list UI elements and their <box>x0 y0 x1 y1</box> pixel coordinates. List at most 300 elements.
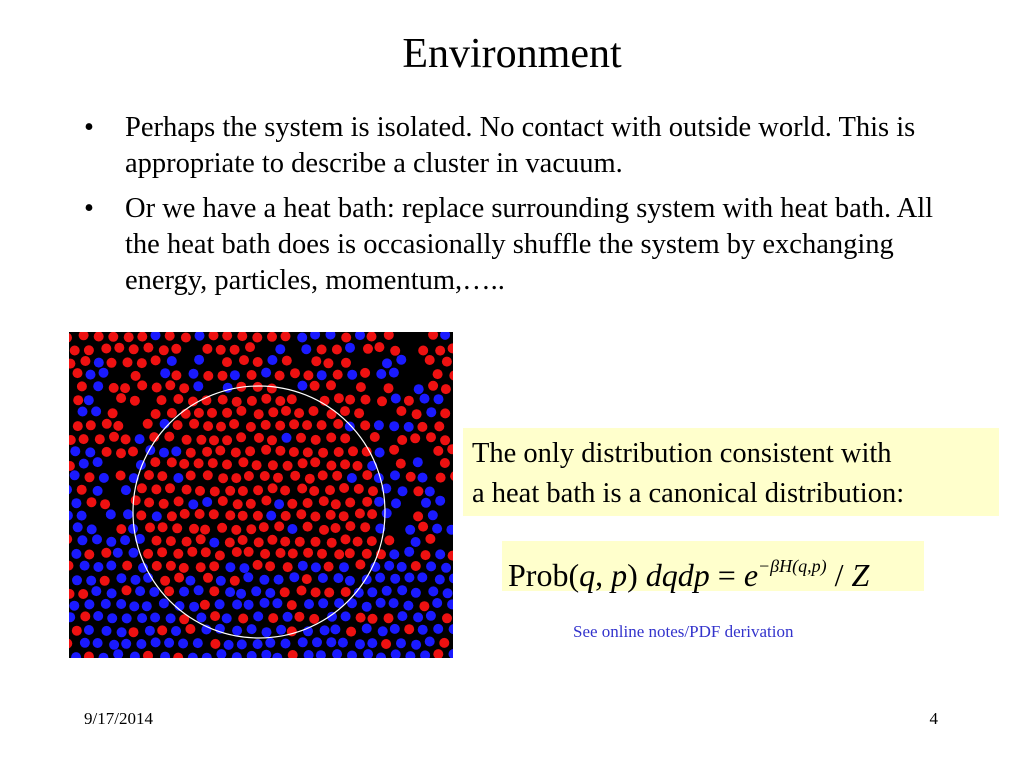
red-particle <box>441 384 451 394</box>
blue-particle <box>418 625 428 635</box>
red-particle <box>100 499 110 509</box>
blue-particle <box>272 598 282 608</box>
blue-particle <box>237 639 247 649</box>
blue-particle <box>222 613 232 623</box>
blue-particle <box>435 496 445 506</box>
blue-particle <box>253 611 263 621</box>
red-particle <box>303 498 313 508</box>
red-particle <box>79 434 89 444</box>
blue-particle <box>247 651 257 658</box>
blue-particle <box>311 562 321 572</box>
blue-particle <box>413 457 423 467</box>
red-particle <box>196 534 206 544</box>
blue-particle <box>375 573 385 583</box>
particle-canvas <box>69 332 453 658</box>
red-particle <box>296 433 306 443</box>
blue-particle <box>71 549 81 559</box>
red-particle <box>397 435 407 445</box>
red-particle <box>268 613 278 623</box>
red-particle <box>442 357 452 367</box>
blue-particle <box>123 509 133 519</box>
red-particle <box>145 523 155 533</box>
red-particle <box>254 537 264 547</box>
red-particle <box>281 511 291 521</box>
red-particle <box>417 422 427 432</box>
blue-particle <box>389 598 399 608</box>
red-particle <box>129 344 139 354</box>
blue-particle <box>189 369 199 379</box>
blue-particle <box>136 639 146 649</box>
red-particle <box>246 422 256 432</box>
red-particle <box>274 521 284 531</box>
blue-particle <box>425 637 435 647</box>
red-particle <box>419 601 429 611</box>
blue-particle <box>71 498 81 508</box>
red-particle <box>281 332 291 341</box>
red-particle <box>210 611 220 621</box>
blue-particle <box>312 637 322 647</box>
red-particle <box>354 408 364 418</box>
blue-particle <box>397 585 407 595</box>
red-particle <box>209 435 219 445</box>
blue-particle <box>391 394 401 404</box>
red-particle <box>210 487 220 497</box>
blue-particle <box>80 638 90 648</box>
blue-particle <box>283 612 293 622</box>
red-particle <box>167 408 177 418</box>
blue-particle <box>93 457 103 467</box>
blue-particle <box>230 370 240 380</box>
red-particle <box>303 522 313 532</box>
red-particle <box>297 484 307 494</box>
blue-particle <box>417 572 427 582</box>
bullet-marker: • <box>84 193 94 224</box>
blue-particle <box>347 651 357 659</box>
red-particle <box>69 534 72 544</box>
red-particle <box>334 549 344 559</box>
red-particle <box>218 496 228 506</box>
red-particle <box>247 396 257 406</box>
red-particle <box>253 485 263 495</box>
blue-particle <box>317 370 327 380</box>
blue-particle <box>178 639 188 649</box>
red-particle <box>384 535 394 545</box>
blue-particle <box>77 511 87 521</box>
red-particle <box>260 471 270 481</box>
blue-particle <box>339 562 349 572</box>
formula-close: ) <box>627 557 646 593</box>
red-particle <box>267 535 277 545</box>
red-particle <box>143 343 153 353</box>
red-particle <box>439 638 449 648</box>
red-particle <box>232 547 242 557</box>
red-particle <box>202 447 212 457</box>
red-particle <box>137 380 147 390</box>
red-particle <box>341 534 351 544</box>
red-particle <box>69 639 72 649</box>
red-particle <box>171 370 181 380</box>
blue-particle <box>129 601 139 611</box>
blue-particle <box>93 638 103 648</box>
blue-particle <box>396 355 406 365</box>
blue-particle <box>425 487 435 497</box>
blue-particle <box>382 586 392 596</box>
blue-particle <box>411 640 421 650</box>
red-particle <box>87 497 97 507</box>
red-particle <box>326 380 336 390</box>
bullet-marker: • <box>84 112 94 143</box>
blue-particle <box>194 355 204 365</box>
blue-particle <box>131 575 141 585</box>
red-particle <box>173 420 183 430</box>
blue-particle <box>202 497 212 507</box>
red-particle <box>167 511 177 521</box>
formula-exponent: −βH(q,p) <box>758 556 827 576</box>
red-particle <box>166 561 176 571</box>
blue-particle <box>367 587 377 597</box>
blue-particle <box>272 653 282 658</box>
blue-particle <box>411 588 421 598</box>
red-particle <box>253 511 263 521</box>
blue-particle <box>69 601 79 611</box>
blue-particle <box>232 626 242 636</box>
red-particle <box>362 549 372 559</box>
red-particle <box>159 345 169 355</box>
red-particle <box>70 346 80 356</box>
blue-particle <box>376 653 386 659</box>
blue-particle <box>326 332 336 340</box>
red-particle <box>282 356 292 366</box>
red-particle <box>102 419 112 429</box>
blue-particle <box>122 613 132 623</box>
red-particle <box>449 371 453 381</box>
red-particle <box>261 496 271 506</box>
red-particle <box>412 409 422 419</box>
blue-particle <box>244 600 254 610</box>
red-particle <box>77 485 87 495</box>
blue-particle <box>121 485 131 495</box>
red-particle <box>185 624 195 634</box>
blue-particle <box>355 332 365 340</box>
red-particle <box>122 561 132 571</box>
bullet-list <box>84 110 964 308</box>
red-particle <box>78 589 88 599</box>
formula-dqdp: dqdp <box>645 557 710 593</box>
red-particle <box>396 406 406 416</box>
red-particle <box>194 458 204 468</box>
red-particle <box>152 561 162 571</box>
red-particle <box>268 460 278 470</box>
red-particle <box>261 394 271 404</box>
red-particle <box>254 409 264 419</box>
blue-particle <box>224 640 234 650</box>
red-particle <box>317 345 327 355</box>
red-particle <box>159 499 169 509</box>
blue-particle <box>202 653 212 658</box>
footer-date: 9/17/2014 <box>84 709 153 728</box>
red-particle <box>245 342 255 352</box>
red-particle <box>433 446 443 456</box>
red-particle <box>69 561 74 571</box>
red-particle <box>311 435 321 445</box>
red-particle <box>303 447 313 457</box>
blue-particle <box>151 637 161 647</box>
red-particle <box>189 419 199 429</box>
red-particle <box>144 498 154 508</box>
blue-particle <box>397 562 407 572</box>
blue-particle <box>298 637 308 647</box>
blue-particle <box>421 498 431 508</box>
red-particle <box>310 457 320 467</box>
red-particle <box>108 408 118 418</box>
blue-particle <box>225 562 235 572</box>
blue-particle <box>195 332 205 341</box>
red-particle <box>225 510 235 520</box>
red-particle <box>434 421 444 431</box>
red-particle <box>179 459 189 469</box>
red-particle <box>389 445 399 455</box>
red-particle <box>448 343 453 353</box>
blue-particle <box>428 510 438 520</box>
blue-particle <box>274 499 284 509</box>
blue-particle <box>259 575 269 585</box>
blue-particle <box>338 638 348 648</box>
red-particle <box>339 511 349 521</box>
red-particle <box>333 370 343 380</box>
blue-particle <box>404 573 414 583</box>
blue-particle <box>113 649 123 658</box>
blue-particle <box>93 611 103 621</box>
red-particle <box>182 435 192 445</box>
blue-particle <box>236 589 246 599</box>
red-particle <box>102 447 112 457</box>
red-particle <box>222 408 232 418</box>
blue-particle <box>93 381 103 391</box>
blue-particle <box>164 638 174 648</box>
blue-particle <box>196 613 206 623</box>
red-particle <box>144 470 154 480</box>
red-particle <box>280 537 290 547</box>
red-particle <box>203 421 213 431</box>
red-particle <box>428 332 438 340</box>
red-particle <box>130 396 140 406</box>
red-particle <box>143 549 153 559</box>
red-particle <box>370 432 380 442</box>
red-particle <box>116 448 126 458</box>
blue-particle <box>403 601 413 611</box>
blue-particle <box>102 626 112 636</box>
blue-particle <box>274 575 284 585</box>
blue-particle <box>420 394 430 404</box>
red-particle <box>84 345 94 355</box>
red-particle <box>287 394 297 404</box>
red-particle <box>238 457 248 467</box>
red-particle <box>367 332 377 342</box>
red-particle <box>207 408 217 418</box>
red-particle <box>377 396 387 406</box>
red-particle <box>309 614 319 624</box>
red-particle <box>324 588 334 598</box>
blue-particle <box>297 333 307 343</box>
red-particle <box>252 333 262 343</box>
red-particle <box>436 473 446 483</box>
red-particle <box>231 525 241 535</box>
red-particle <box>356 382 366 392</box>
red-particle <box>327 538 337 548</box>
blue-particle <box>426 611 436 621</box>
blue-particle <box>374 420 384 430</box>
red-particle <box>355 560 365 570</box>
formula-q: q <box>579 557 596 593</box>
blue-particle <box>142 601 152 611</box>
red-particle <box>79 332 89 340</box>
red-particle <box>348 446 358 456</box>
blue-particle <box>446 525 453 535</box>
blue-particle <box>316 650 326 658</box>
blue-particle <box>85 447 95 457</box>
red-particle <box>281 406 291 416</box>
blue-particle <box>117 627 127 637</box>
blue-particle <box>262 627 272 637</box>
blue-particle <box>362 602 372 612</box>
red-particle <box>340 433 350 443</box>
blue-particle <box>121 639 131 649</box>
bullet-text: Or we have a heat bath: replace surrounding system with heat bath. All the heat bath does is occasionally shuffle the system by exchanging energy, particles, momentum,….. <box>125 193 934 296</box>
blue-particle <box>171 626 181 636</box>
blue-particle <box>276 625 286 635</box>
red-particle <box>447 444 453 454</box>
blue-particle <box>347 598 357 608</box>
red-particle <box>426 432 436 442</box>
red-particle <box>151 355 161 365</box>
blue-particle <box>345 576 355 586</box>
blue-particle <box>440 332 450 340</box>
red-particle <box>273 473 283 483</box>
blue-particle <box>107 588 117 598</box>
red-particle <box>160 576 170 586</box>
blue-particle <box>70 470 80 480</box>
red-particle <box>406 472 416 482</box>
red-particle <box>303 370 313 380</box>
red-particle <box>428 381 438 391</box>
red-particle <box>109 432 119 442</box>
red-particle <box>254 433 264 443</box>
red-particle <box>341 333 351 343</box>
red-particle <box>194 408 204 418</box>
formula-Z: Z <box>851 557 870 593</box>
red-particle <box>341 587 351 597</box>
red-particle <box>332 471 342 481</box>
red-particle <box>294 408 304 418</box>
red-particle <box>230 576 240 586</box>
red-particle <box>318 470 328 480</box>
red-particle <box>448 551 453 561</box>
red-particle <box>222 460 232 470</box>
blue-particle <box>216 649 226 658</box>
blue-particle <box>73 522 83 532</box>
blue-particle <box>374 497 384 507</box>
red-particle <box>345 498 355 508</box>
blue-particle <box>376 598 386 608</box>
blue-particle <box>86 576 96 586</box>
blue-particle <box>232 652 242 658</box>
blue-particle <box>449 624 453 634</box>
red-particle <box>173 394 183 404</box>
red-particle <box>131 495 141 505</box>
red-particle <box>100 576 110 586</box>
blue-particle <box>232 600 242 610</box>
canonical-callout-box <box>463 428 999 516</box>
blue-particle <box>355 639 365 649</box>
red-particle <box>73 421 83 431</box>
blue-particle <box>194 585 204 595</box>
red-particle <box>252 460 262 470</box>
red-particle <box>231 473 241 483</box>
red-particle <box>143 651 153 658</box>
online-notes-link[interactable]: See online notes/PDF derivation <box>573 622 794 641</box>
red-particle <box>331 523 341 533</box>
blue-particle <box>441 563 451 573</box>
blue-particle <box>129 548 139 558</box>
red-particle <box>208 458 218 468</box>
blue-particle <box>209 538 219 548</box>
formula-e: e <box>743 557 759 593</box>
red-particle <box>253 357 263 367</box>
blue-particle <box>120 535 130 545</box>
blue-particle <box>398 486 408 496</box>
red-particle <box>297 586 307 596</box>
red-particle <box>333 419 343 429</box>
red-particle <box>157 471 167 481</box>
red-particle <box>164 586 174 596</box>
blue-particle <box>382 358 392 368</box>
red-particle <box>418 522 428 532</box>
blue-particle <box>432 524 442 534</box>
blue-particle <box>281 639 291 649</box>
blue-particle <box>71 652 81 658</box>
red-particle <box>137 358 147 368</box>
red-particle <box>425 534 435 544</box>
blue-particle <box>326 637 336 647</box>
blue-particle <box>167 356 177 366</box>
red-particle <box>334 393 344 403</box>
blue-particle <box>173 473 183 483</box>
red-particle <box>157 625 167 635</box>
red-particle <box>326 510 336 520</box>
red-particle <box>116 393 126 403</box>
red-particle <box>305 474 315 484</box>
red-particle <box>187 547 197 557</box>
red-particle <box>69 435 76 445</box>
blue-particle <box>78 407 88 417</box>
blue-particle <box>376 369 386 379</box>
blue-particle <box>266 511 276 521</box>
red-particle <box>94 332 104 342</box>
blue-particle <box>159 448 169 458</box>
bullet-item-heat-bath <box>84 191 964 299</box>
red-particle <box>244 547 254 557</box>
blue-particle <box>345 343 355 353</box>
red-particle <box>433 369 443 379</box>
blue-particle <box>384 561 394 571</box>
red-particle <box>69 333 72 343</box>
blue-particle <box>310 332 320 340</box>
blue-particle <box>188 499 198 509</box>
red-particle <box>310 381 320 391</box>
red-particle <box>367 509 377 519</box>
blue-particle <box>320 625 330 635</box>
formula-p: p <box>611 557 628 593</box>
